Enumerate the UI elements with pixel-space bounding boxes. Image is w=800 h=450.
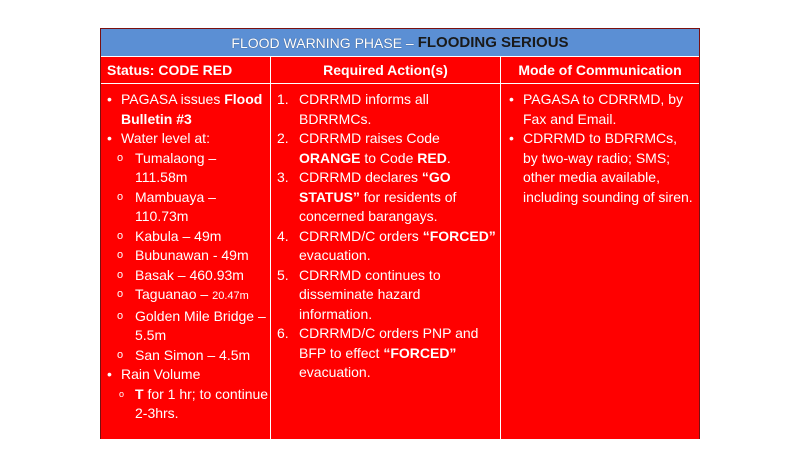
list-item: 1. CDRRMD informs all BDRRMCs. (277, 91, 429, 127)
title-prefix: FLOOD WARNING PHASE – (231, 34, 414, 51)
list-item: • PAGASA issues Flood Bulletin #3 (101, 90, 270, 129)
list-item: o Kabula – 49m (101, 227, 270, 247)
list-item: o T for 1 hr; to continue 2-3hrs. (101, 385, 270, 424)
list-item: • Rain Volume (101, 365, 270, 385)
header-action: Required Action(s) (271, 57, 501, 83)
header-status: Status: CODE RED (101, 57, 271, 83)
list-item: o Basak – 460.93m (101, 266, 270, 286)
list-item: o Taguanao – 20.47m (101, 285, 270, 307)
header-row (101, 57, 699, 84)
list-item: • PAGASA to CDRRMD, by Fax and Email. (501, 90, 699, 129)
list-item: 3. CDRRMD declares “GO STATUS” for residents of concerned barangays. (277, 169, 457, 224)
table-title (101, 29, 699, 57)
list-item: • Water level at: (101, 129, 270, 149)
body-row (101, 84, 699, 439)
action-cell (271, 84, 501, 439)
header-communication: Mode of Communication (518, 62, 682, 78)
communication-cell (501, 84, 699, 439)
title-highlight: FLOODING SERIOUS (417, 34, 569, 51)
flood-warning-table (100, 28, 700, 439)
list-item: o San Simon – 4.5m (101, 346, 270, 366)
list-item: • CDRRMD to BDRRMCs, by two-way radio; SMS; other media available, including sounding of siren. (501, 129, 699, 207)
status-cell (101, 84, 271, 439)
list-item: o Bubunawan - 49m (101, 246, 270, 266)
list-item: o Golden Mile Bridge – 5.5m (101, 307, 270, 346)
list-item: 2. CDRRMD raises Code ORANGE to Code RED. (277, 130, 451, 166)
list-item: o Tumalaong – 111.58m (101, 149, 270, 188)
list-item: 4. CDRRMD/C orders “FORCED” evacuation. (277, 227, 496, 263)
list-item: 6. CDRRMD/C orders PNP and BFP to effect “FORCED” evacuation. (277, 325, 479, 380)
list-item: 5. CDRRMD continues to disseminate hazard information. (277, 266, 441, 322)
list-item: o Mambuaya – 110.73m (101, 188, 270, 227)
